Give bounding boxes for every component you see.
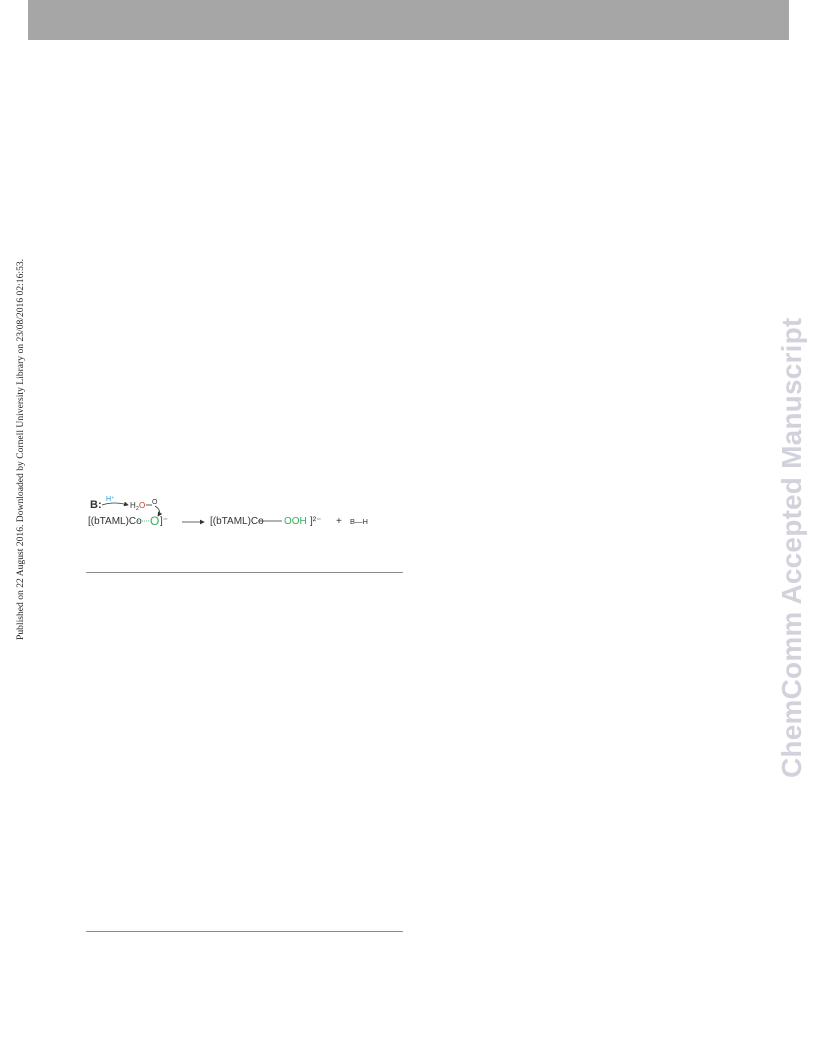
reaction-scheme <box>86 494 386 534</box>
reactant-complex: [(bTAML)Co <box>88 516 142 527</box>
proton-label: H⁺ <box>106 496 115 503</box>
horizontal-rule <box>86 572 403 573</box>
oxygen-top-label: O <box>152 499 158 506</box>
product-complex: [(bTAML)Co <box>210 516 264 527</box>
download-notice: Published on 22 August 2016. Downloaded by Cornell University Library on 23/08/2016 02:16:53. <box>15 258 26 640</box>
plus-sign: + <box>336 516 342 527</box>
horizontal-rule <box>86 931 403 932</box>
accepted-manuscript-watermark: ChemComm Accepted Manuscript <box>776 317 807 778</box>
product-charge: ]²⁻ <box>310 516 322 527</box>
base-label: B: <box>90 499 102 511</box>
product-ooh: OOH <box>284 516 307 527</box>
water-o: O <box>139 501 146 510</box>
header-bar <box>28 0 789 40</box>
proton-transfer-arrow <box>102 503 128 505</box>
reactant-oxygen: O <box>150 514 160 528</box>
water-subscript: 2 <box>136 506 139 512</box>
water-h: H <box>130 501 136 510</box>
reactant-charge: ]⁻ <box>160 516 169 527</box>
byproduct-bh: B—H <box>350 517 368 526</box>
